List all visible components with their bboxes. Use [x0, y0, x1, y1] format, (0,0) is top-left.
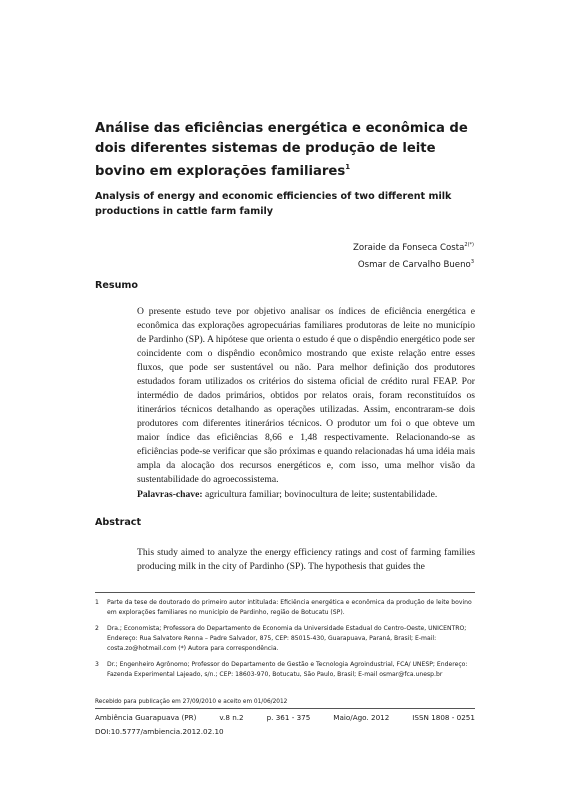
received-date: Recebido para publicação em 27/09/2010 e aceito em 01/06/2012 — [95, 699, 288, 705]
footnote: 3 Dr.; Engenheiro Agrônomo; Professor do Departamento de Gestão e Tecnologia Agroindustrial, FCA/ UNESP; Endereço: Fazenda Experimental Lajeado, s/n.; CEP: 18603-970, Botucatu, São Paulo, Brasil; E-mail osmar@fca.unesp.br — [95, 661, 468, 678]
doi: DOI:10.5777/ambiencia.2012.02.10 — [95, 727, 224, 736]
title-portuguese: Análise das eficiências energética e econômica de dois diferentes sistemas de produção de leite bovino em explorações familiares$^1$ — [95, 121, 468, 179]
journal-name: Ambiência Guarapuava (PR) — [95, 713, 197, 722]
abstract-text: This study aimed to analyze the energy efficiency ratings and cost of farming families producing milk in the city of Pardinho (SP). The hypothesis that guides the — [137, 547, 475, 572]
title-footnote-marker: 1 — [345, 163, 351, 171]
journal-volume: v.8 n.2 — [219, 713, 244, 722]
title-english: Analysis of energy and economic efficiencies of two different milk productions in cattle farm family — [95, 191, 452, 217]
footnote: 1 Parte da tese de doutorado do primeiro autor intitulada: Eficiência energética e econômica da produção de leite bovino em explorações familiares no município de Pardinho, região de Botucatu (SP). — [95, 599, 472, 616]
author: Osmar de Carvalho Bueno$^3$ — [357, 259, 474, 270]
abstract-heading: Abstract — [95, 517, 142, 528]
footnote: 2 Dra.; Economista; Professora do Departamento de Economia da Universidade Estadual do Centro-Oeste, UNICENTRO; Endereço: Rua Salvatore Renna – Padre Salvador, 875, CEP: 85015-430, Guarapuava, Paraná, Brasil; E-mail: costa.zo@hotmail.com (*) Autora para correspondência. — [95, 625, 467, 652]
resumo-heading: Resumo — [95, 280, 139, 291]
author: Zoraide da Fonseca Costa$^{2(*)}$ — [352, 242, 474, 253]
keywords — [137, 488, 475, 502]
resumo-text: O presente estudo teve por objetivo analisar os índices de eficiência energética e econômica das explorações agropecuárias familiares produtoras de leite no município de Pardinho (SP). A hipótese que orienta o estudo é que o dispêndio energético pode ser coincidente com o dispêndio econômico mostrando que existe relação entre esses fluxos, que pode ser sustentável ou não. Para melhor definição dos produtores estudados foram utilizados os critérios do sistema oficial de crédito rural FEAP. Por intermédio de dados primários, obtidos por relatos orais, foram reconstituídos os itinerários técnicos detalhando as operações utilizadas. Assim, encontraram-se dois produtores com diferentes itinerários técnicos. O produtor um foi o que obteve um maior índice das eficiências 8,66 e 1,48 respectivamente. Relacionando-se as eficiências pode-se verificar que são próximas e quando relacionadas há uma idéia mais ampla da alocação dos recursos energéticos e, com isso, uma melhor visão da sustentabilidade do agroecossistema. — [137, 306, 475, 485]
journal-issn: ISSN 1808 - 0251 — [412, 713, 475, 722]
author-list — [353, 238, 474, 272]
journal-pages: p. 361 - 375 — [266, 713, 311, 722]
keywords-label: Palavras-chave: — [137, 489, 203, 500]
footer-divider — [95, 708, 475, 709]
keywords-text: agricultura familiar; bovinocultura de leite; sustentabilidade. — [204, 489, 438, 500]
journal-citation — [95, 713, 475, 722]
footnotes — [95, 598, 477, 686]
footnote-divider — [95, 592, 475, 593]
journal-date: Maio/Ago. 2012 — [333, 713, 390, 722]
